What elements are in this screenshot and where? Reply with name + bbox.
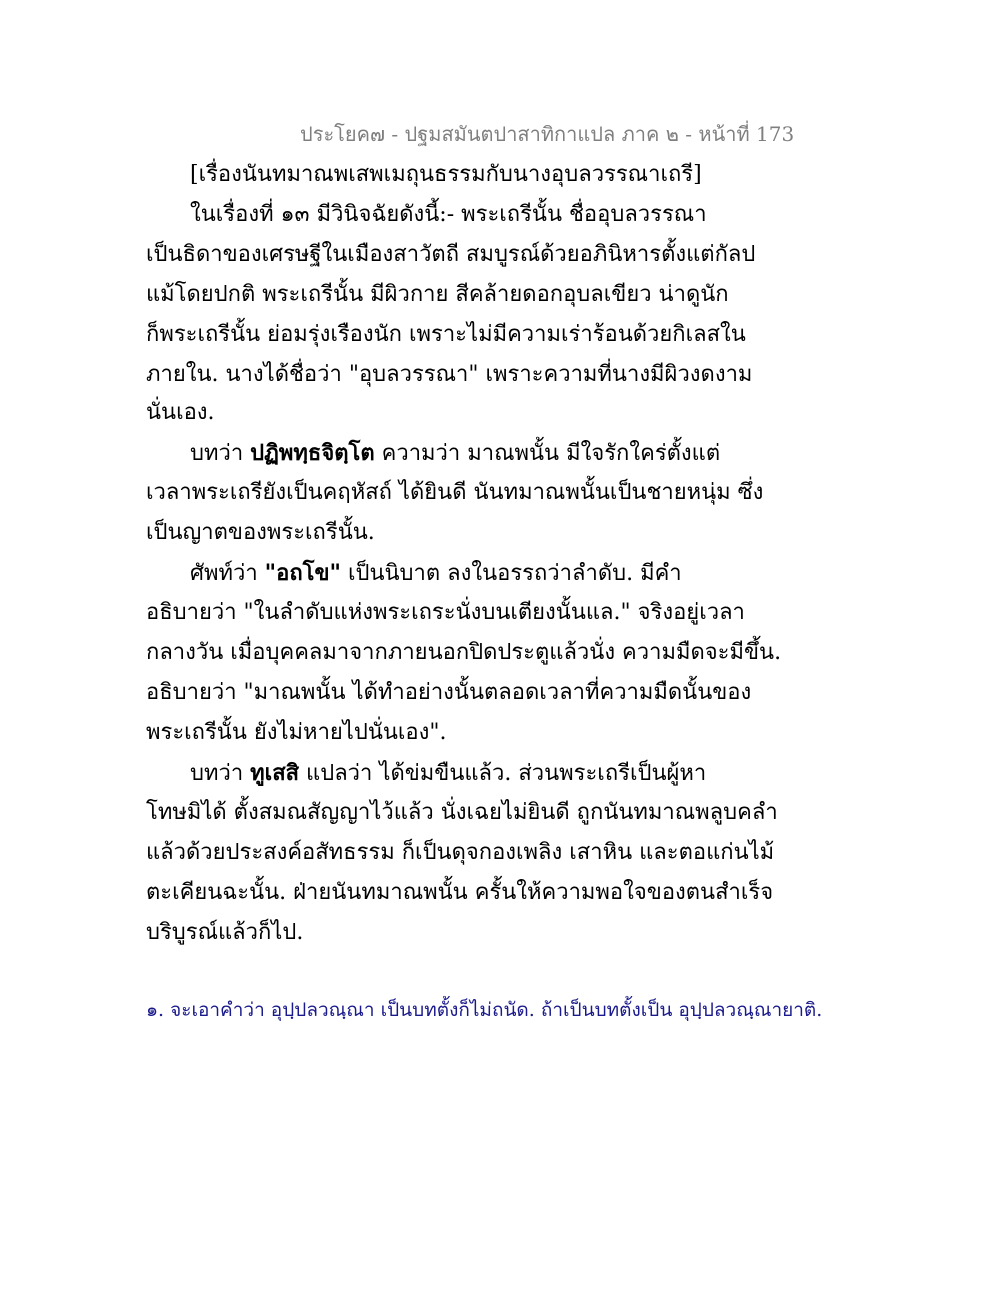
text-segment: ศัพท์ว่า	[190, 561, 265, 586]
text-segment: บทว่า	[190, 441, 251, 466]
text-line: บริบูรณ์แล้วก็ไป.	[146, 920, 304, 945]
text-line: เป็นญาตของพระเถรีนั้น.	[146, 520, 375, 545]
pali-term: ปฏิพทฺธจิตฺโต	[250, 440, 375, 466]
text-line	[190, 558, 682, 589]
text-line: แล้วด้วยประสงค์อสัทธรรม ก็เป็นดุจกองเพลิง เสาหิน และตอแก่นไม้	[146, 840, 775, 865]
text-line	[190, 438, 720, 469]
text-line: โทษมิได้ ตั้งสมณสัญญาไว้แล้ว นั่งเฉยไม่ยินดี ถูกนันทมาณพลูบคลำ	[146, 800, 778, 825]
text-segment: บทว่า	[190, 761, 251, 786]
text-line: ในเรื่องที่ ๑๓ มีวินิจฉัยดังนี้:- พระเถรีนั้น ชื่ออุบลวรรณา	[190, 202, 707, 227]
pali-term: "อถโข"	[264, 560, 341, 586]
text-segment: เป็นนิบาต ลงในอรรถว่าลำดับ. มีคำ	[340, 561, 682, 586]
text-line: พระเถรีนั้น ยังไม่หายไปนั่นเอง".	[146, 720, 447, 745]
footnote: ๑. จะเอาคำว่า อุปฺปลวณฺณา เป็นบทตั้งก็ไม่ถนัด. ถ้าเป็นบทตั้งเป็น อุปฺปลวณฺณายาติ.	[146, 999, 823, 1021]
pali-term: ทูเสสิ	[250, 760, 300, 786]
text-line	[190, 758, 706, 789]
text-segment: ความว่า มาณพนั้น มีใจรักใคร่ตั้งแต่	[374, 441, 721, 466]
text-line: ก็พระเถรีนั้น ย่อมรุ่งเรืองนัก เพราะไม่มีความเร่าร้อนด้วยกิเลสใน	[146, 322, 746, 347]
text-line: เป็นธิดาของเศรษฐีในเมืองสาวัตถี สมบูรณ์ด้วยอภินิหารตั้งแต่กัลป	[146, 242, 756, 267]
text-line: นั่นเอง.	[146, 400, 215, 425]
text-line: แม้โดยปกติ พระเถรีนั้น มีผิวกาย สีคล้ายดอกอุบลเขียว น่าดูนัก	[146, 282, 729, 307]
page-header: ประโยค๗ - ปฐมสมันตปาสาทิกาแปล ภาค ๒ - หน้าที่ 173	[300, 122, 795, 146]
text-segment: แปลว่า ได้ข่มขืนแล้ว. ส่วนพระเถรีเป็นผู้หา	[299, 761, 707, 786]
text-line: อธิบายว่า "ในลำดับแห่งพระเถระนั่งบนเตียงนั้นแล." จริงอยู่เวลา	[146, 600, 745, 625]
section-title: [เรื่องนันทมาณพเสพเมถุนธรรมกับนางอุบลวรรณาเถรี]	[190, 162, 702, 187]
text-line: กลางวัน เมื่อบุคคลมาจากภายนอกปิดประตูแล้วนั่ง ความมืดจะมีขึ้น.	[146, 640, 782, 665]
text-line: ภายใน. นางได้ชื่อว่า "อุบลวรรณา" เพราะความที่นางมีผิวงดงาม	[146, 362, 753, 387]
text-line: เวลาพระเถรียังเป็นคฤหัสถ์ ได้ยินดี นันทมาณพนั้นเป็นชายหนุ่ม ซึ่ง	[146, 480, 764, 505]
text-line: อธิบายว่า "มาณพนั้น ได้ทำอย่างนั้นตลอดเวลาที่ความมืดนั้นของ	[146, 680, 752, 705]
text-line: ตะเคียนฉะนั้น. ฝ่ายนันทมาณพนั้น ครั้นให้ความพอใจของตนสำเร็จ	[146, 880, 774, 905]
